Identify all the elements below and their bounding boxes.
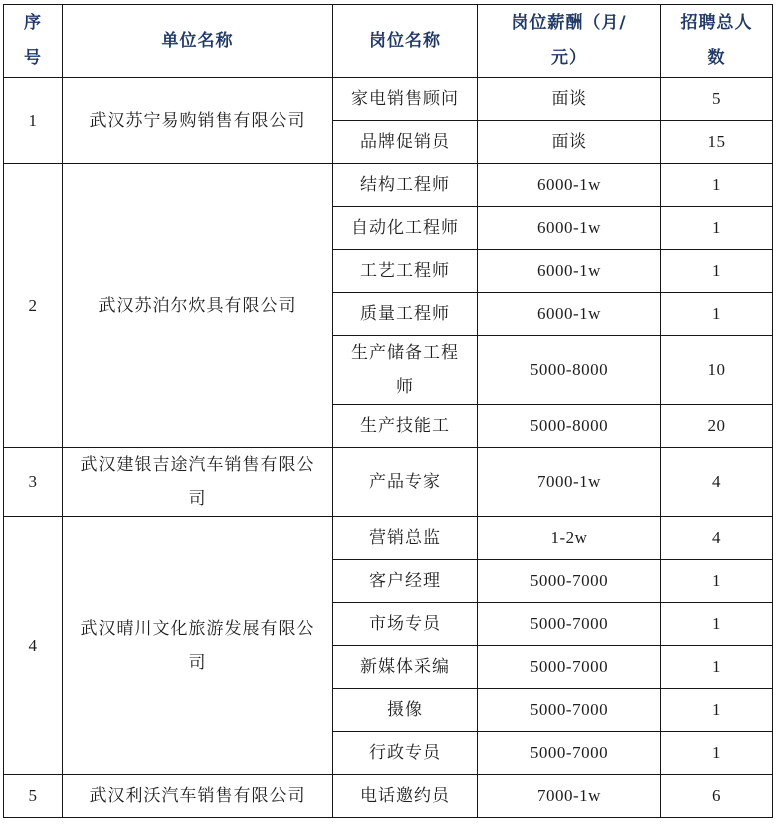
salary-cell: 7000-1w bbox=[478, 448, 661, 517]
company-cell: 武汉建银吉途汽车销售有限公司 bbox=[63, 448, 333, 517]
salary-cell: 7000-1w bbox=[478, 775, 661, 818]
company-cell: 武汉利沃汽车销售有限公司 bbox=[63, 775, 333, 818]
position-cell: 生产储备工程师 bbox=[333, 336, 478, 405]
company-cell: 武汉晴川文化旅游发展有限公司 bbox=[63, 517, 333, 775]
position-cell: 电话邀约员 bbox=[333, 775, 478, 818]
salary-cell: 5000-7000 bbox=[478, 560, 661, 603]
count-cell: 10 bbox=[661, 336, 773, 405]
salary-cell: 5000-7000 bbox=[478, 603, 661, 646]
position-cell: 自动化工程师 bbox=[333, 207, 478, 250]
count-cell: 1 bbox=[661, 689, 773, 732]
serial-cell: 4 bbox=[4, 517, 63, 775]
position-cell: 摄像 bbox=[333, 689, 478, 732]
position-cell: 质量工程师 bbox=[333, 293, 478, 336]
count-cell: 6 bbox=[661, 775, 773, 818]
position-cell: 新媒体采编 bbox=[333, 646, 478, 689]
position-cell: 行政专员 bbox=[333, 732, 478, 775]
position-cell: 家电销售顾问 bbox=[333, 78, 478, 121]
count-cell: 1 bbox=[661, 732, 773, 775]
header-row bbox=[4, 5, 773, 78]
count-cell: 1 bbox=[661, 164, 773, 207]
salary-cell: 5000-7000 bbox=[478, 646, 661, 689]
header-salary: 岗位薪酬（月/元） bbox=[478, 5, 661, 78]
position-cell: 工艺工程师 bbox=[333, 250, 478, 293]
serial-cell: 1 bbox=[4, 78, 63, 164]
count-cell: 15 bbox=[661, 121, 773, 164]
count-cell: 4 bbox=[661, 448, 773, 517]
serial-cell: 3 bbox=[4, 448, 63, 517]
count-cell: 1 bbox=[661, 646, 773, 689]
salary-cell: 6000-1w bbox=[478, 250, 661, 293]
table-body bbox=[4, 78, 773, 818]
count-cell: 4 bbox=[661, 517, 773, 560]
header-count: 招聘总人数 bbox=[661, 5, 773, 78]
position-cell: 生产技能工 bbox=[333, 405, 478, 448]
salary-cell: 1-2w bbox=[478, 517, 661, 560]
position-cell: 市场专员 bbox=[333, 603, 478, 646]
header-position: 岗位名称 bbox=[333, 5, 478, 78]
salary-cell: 6000-1w bbox=[478, 207, 661, 250]
table-row bbox=[4, 164, 773, 207]
company-cell: 武汉苏泊尔炊具有限公司 bbox=[63, 164, 333, 448]
recruitment-table bbox=[3, 4, 773, 818]
header-serial: 序号 bbox=[4, 5, 63, 78]
salary-cell: 6000-1w bbox=[478, 164, 661, 207]
table-row bbox=[4, 78, 773, 121]
count-cell: 1 bbox=[661, 293, 773, 336]
count-cell: 1 bbox=[661, 603, 773, 646]
serial-cell: 5 bbox=[4, 775, 63, 818]
salary-cell: 5000-7000 bbox=[478, 689, 661, 732]
position-cell: 客户经理 bbox=[333, 560, 478, 603]
table-row bbox=[4, 775, 773, 818]
count-cell: 1 bbox=[661, 207, 773, 250]
salary-cell: 6000-1w bbox=[478, 293, 661, 336]
position-cell: 结构工程师 bbox=[333, 164, 478, 207]
table-row bbox=[4, 448, 773, 517]
count-cell: 5 bbox=[661, 78, 773, 121]
salary-cell: 5000-7000 bbox=[478, 732, 661, 775]
salary-cell: 5000-8000 bbox=[478, 336, 661, 405]
header-company: 单位名称 bbox=[63, 5, 333, 78]
count-cell: 1 bbox=[661, 560, 773, 603]
salary-cell: 面谈 bbox=[478, 121, 661, 164]
serial-cell: 2 bbox=[4, 164, 63, 448]
position-cell: 产品专家 bbox=[333, 448, 478, 517]
position-cell: 品牌促销员 bbox=[333, 121, 478, 164]
count-cell: 1 bbox=[661, 250, 773, 293]
company-cell: 武汉苏宁易购销售有限公司 bbox=[63, 78, 333, 164]
salary-cell: 面谈 bbox=[478, 78, 661, 121]
position-cell: 营销总监 bbox=[333, 517, 478, 560]
table-header bbox=[4, 5, 773, 78]
table-row bbox=[4, 517, 773, 560]
count-cell: 20 bbox=[661, 405, 773, 448]
salary-cell: 5000-8000 bbox=[478, 405, 661, 448]
